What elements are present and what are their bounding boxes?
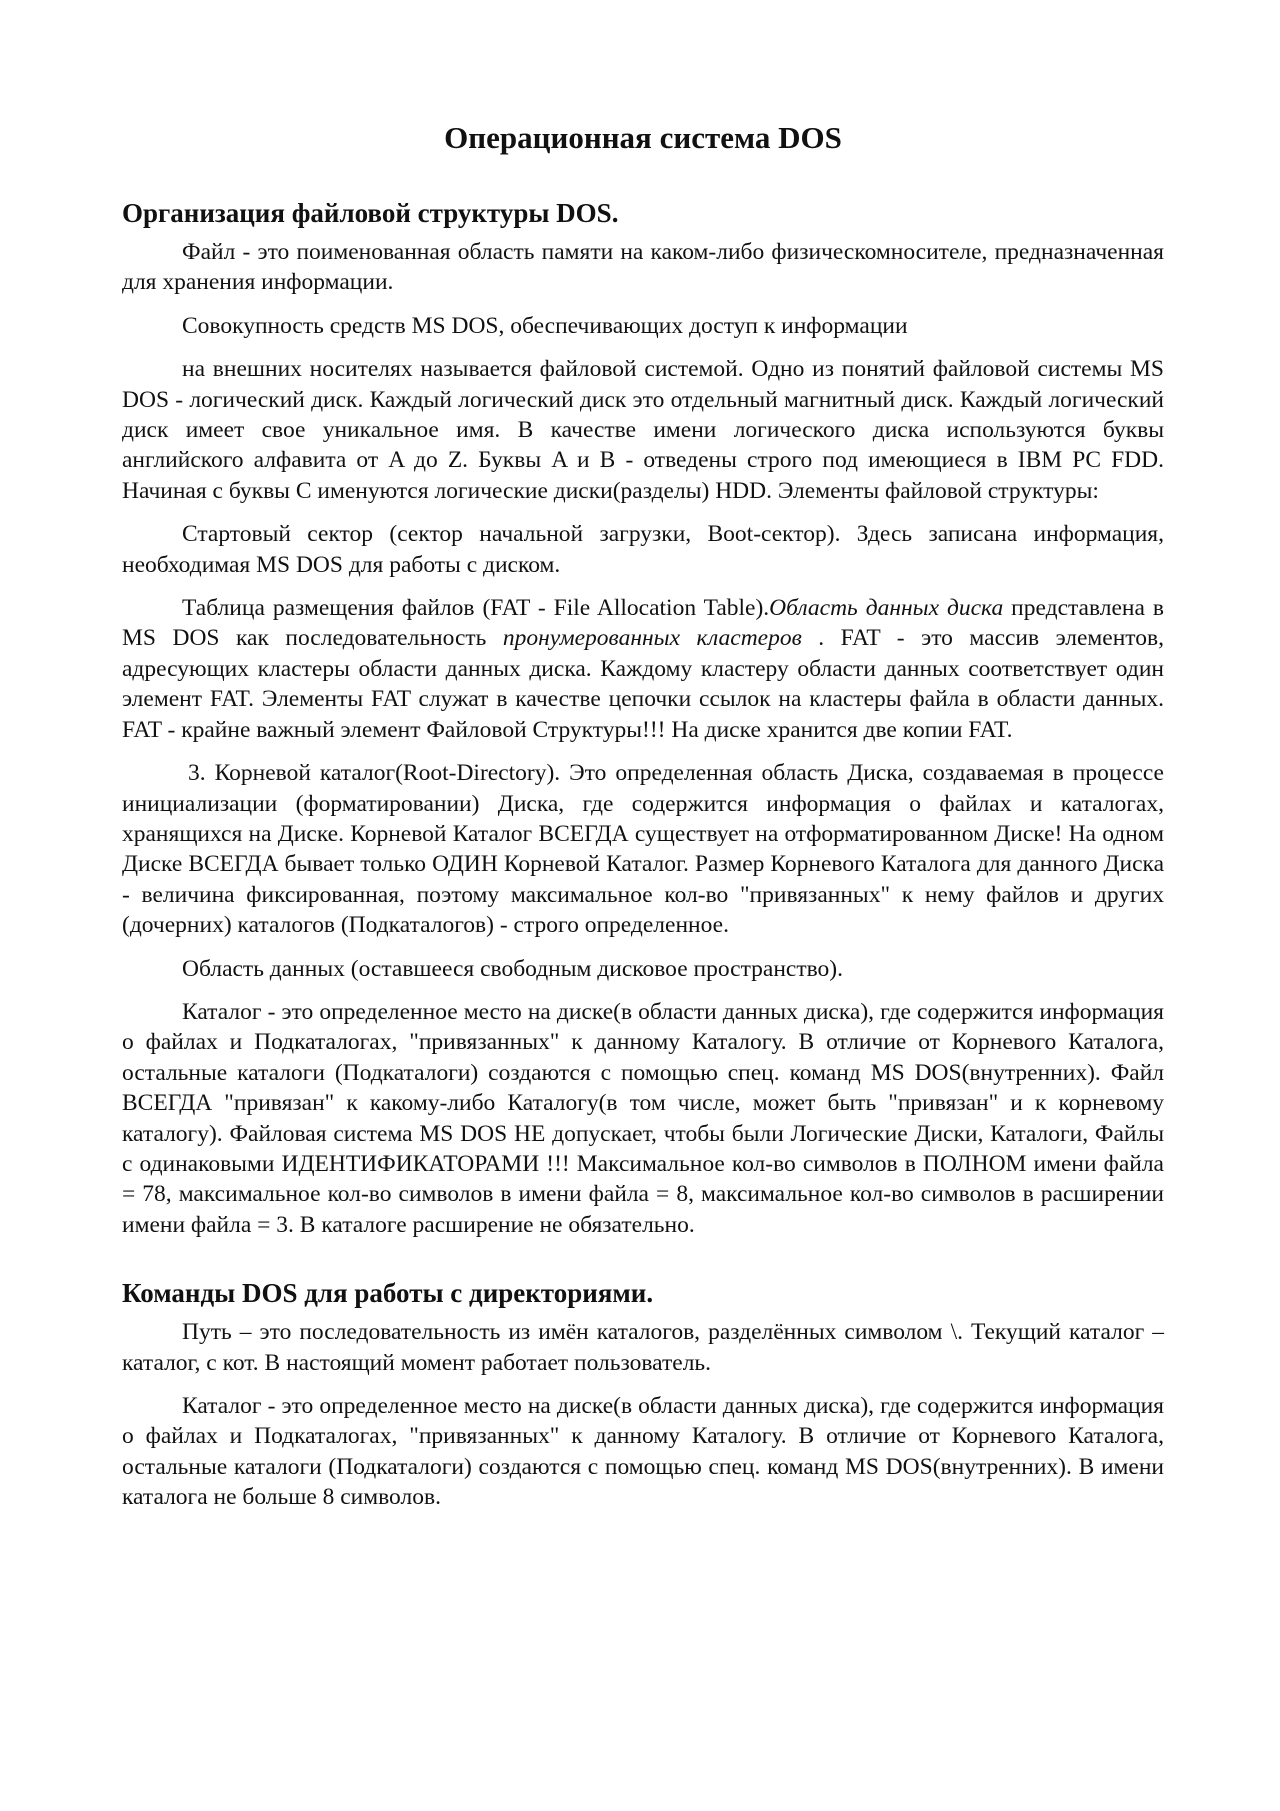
paragraph-path: Путь – это последовательность из имён каталогов, разделённых символом \. Текущий каталог – каталог, с кот. В настоящий момент работает пользователь. [122,1319,1164,1376]
section-heading-file-structure: Организация файловой структуры DOS. [122,198,619,228]
paragraph-file-definition: Файл - это поименованная область памяти на каком-либо физическомносителе, предназначенная для хранения информации. [122,239,1164,296]
paragraph-catalog: Каталог - это определенное место на диске(в области данных диска), где содержится информация о файлах и Подкаталогах, "привязанных" к данному Каталогу. В отличие от Корневого Каталога, остальные каталоги (Подкаталоги) создаются с помощью спец. команд MS DOS(внутренних). Файл ВСЕГДА "привязан" к какому-либо Каталогу(в том числе, может быть "привязан" и к корневому каталогу). Файловая система MS DOS НЕ допускает, чтобы были Логические Диски, Каталоги, Файлы с одинаковыми ИДЕНТИФИКАТОРАМИ !!! Максимальное кол-во символов в ПОЛНОМ имени файла = 78, максимальное кол-во символов в имени файла = 8, максимальное кол-во символов в расширении имени файла = 3. В каталоге расширение не обязательно. [122,998,1164,1238]
paragraph-file-system: на внешних носителях называется файловой системой. Одно из понятий файловой системы MS DOS - логический диск. Каждый логический диск это отдельный магнитный диск. Каждый логический диск имеет свое уникальное имя. В качестве имени логического диска используются буквы английского алфавита от A до Z. Буквы A и B - отведены строго под имеющиеся в IBM PC FDD. Начиная с буквы С именуются логические диски(разделы) HDD. Элементы файловой структуры: [122,356,1164,504]
paragraph-catalog-second: Каталог - это определенное место на диске(в области данных диска), где содержится информация о файлах и Подкаталогах, "привязанных" к данному Каталогу. В отличие от Корневого Каталога, остальные каталоги (Подкаталоги) создаются с помощью спец. команд MS DOS(внутренних). В имени каталога не больше 8 символов. [122,1393,1164,1511]
fat-text-middle: представлена в MS DOS как последовательность [122,595,1164,652]
paragraph-root-directory: 3. Корневой каталог(Root-Directory). Это определенная область Диска, создаваемая в процессе инициализации (форматировании) Диска, где содержится информация о файлах и каталогах, хранящихся на Диске. Корневой Каталог ВСЕГДА существует на отформатированном Диске! На одном Диске ВСЕГДА бывает только ОДИН Корневой Каталог. Размер Корневого Каталога для данного Диска - величина фиксированная, поэтому максимальное кол-во "привязанных" к нему файлов и других (дочерних) каталогов (Подкаталогов) - строго определенное. [122,760,1164,939]
document-title: Операционная система DOS [444,120,842,155]
fat-text-end: . FAT - это массив элементов, адресующих кластеры области данных диска. Каждому кластеру области данных соответствует один элемент FAT. Элементы FAT служат в качестве цепочки ссылок на кластеры файла в области данных. FAT - крайне важный элемент Файловой Структуры!!! На диске хранится две копии FAT. [122,625,1164,743]
paragraph-ms-dos-tools: Совокупность средств MS DOS, обеспечивающих доступ к информации [182,312,908,339]
document-page [122,118,1164,1526]
paragraph-data-area: Область данных (оставшееся свободным дисковое пространство). [182,955,843,982]
paragraph-fat [122,593,1164,745]
section-file-structure [122,196,1164,1240]
fat-italic-data-area: Область данных диска [769,595,1004,622]
section-directory-commands [122,1276,1164,1512]
fat-text-start: Таблица размещения файлов (FAT - File Allocation Table). [182,595,770,622]
fat-italic-clusters: пронумерованных кластеров [502,625,802,652]
section-heading-directory-commands: Команды DOS для работы с директориями. [122,1278,654,1309]
paragraph-boot-sector: Стартовый сектор (сектор начальной загрузки, Boot-сектор). Здесь записана информация, необходимая MS DOS для работы с диском. [122,521,1164,578]
